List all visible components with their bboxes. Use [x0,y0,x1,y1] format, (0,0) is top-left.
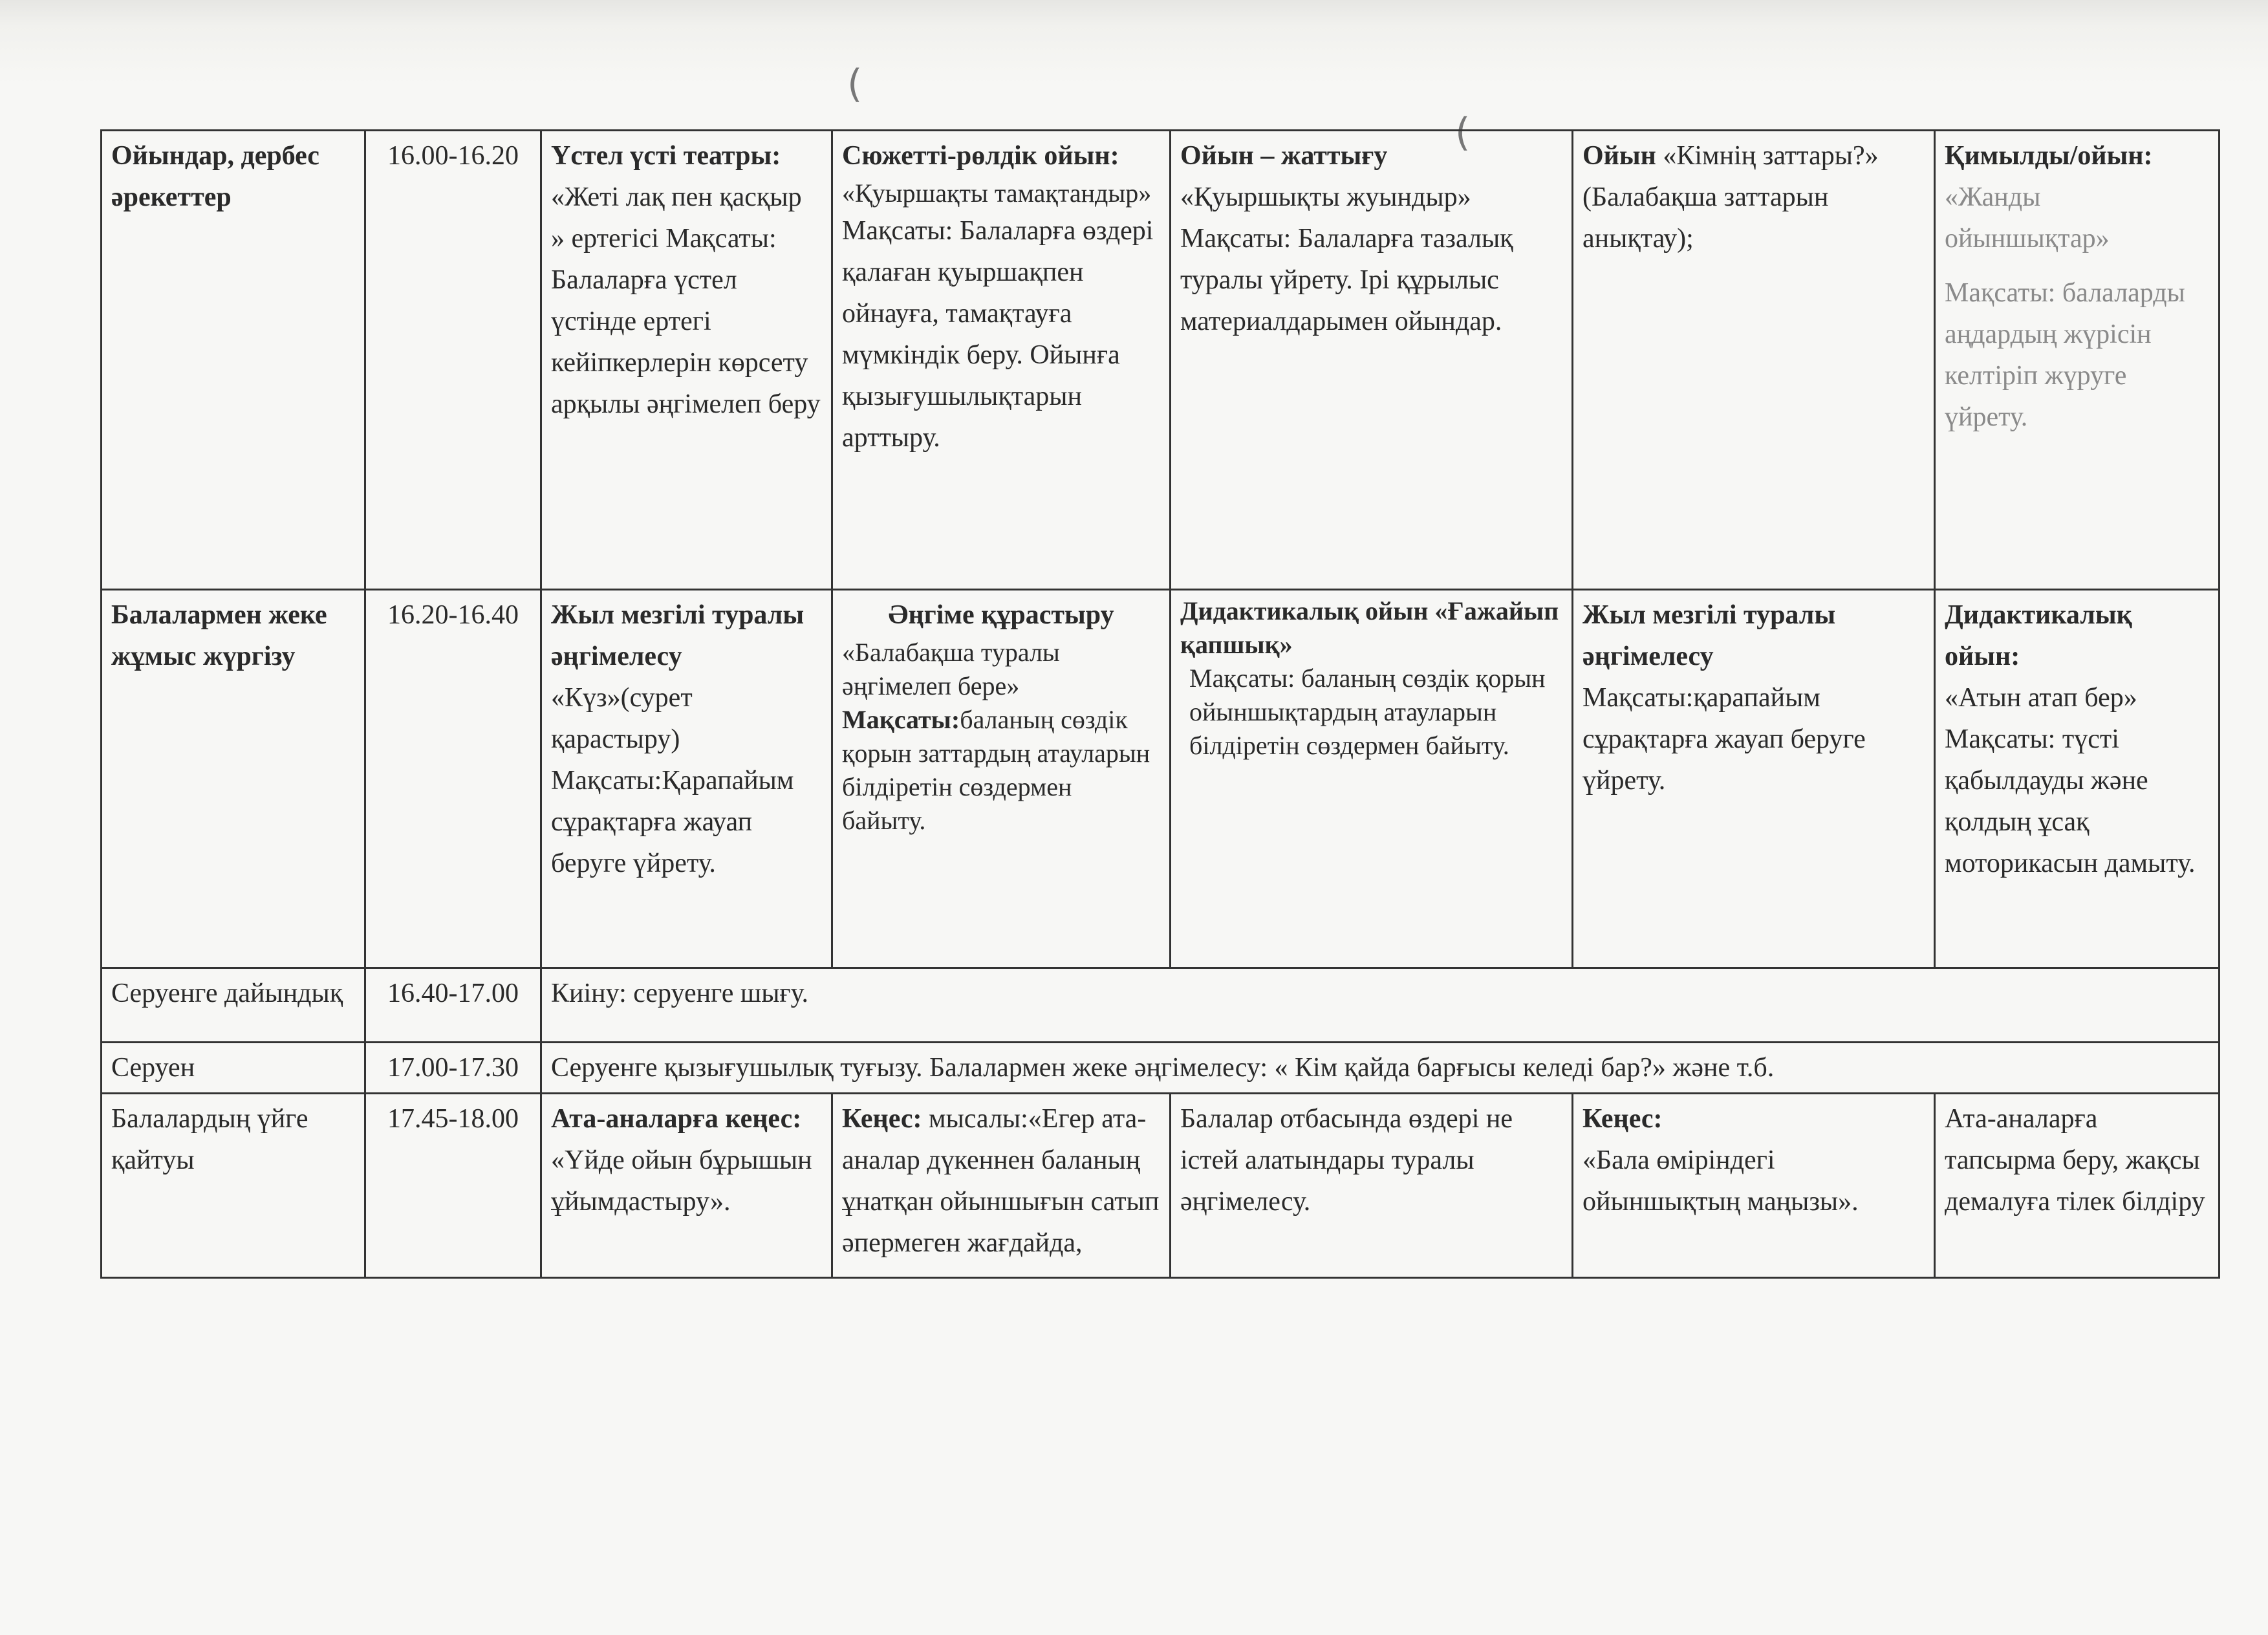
cell [1935,590,2219,968]
cell [1573,1094,1935,1278]
daily-plan-table [100,129,2220,1279]
cell-title: Сюжетті-рөлдік ойын: [842,141,1119,171]
cell [541,131,832,590]
cell [1171,590,1573,968]
row-label: Серуенге дайындық [102,968,365,1043]
table-row [102,1043,2219,1094]
cell [1573,590,1935,968]
cell-subtitle: «Жанды ойыншықтар» [1945,182,2110,254]
cell-text: Мақсаты: балаларды аңдардың жүрісін келтіріп жүруге үйрету. [1945,278,2185,432]
cell-title: Жыл мезгілі туралы әңгімелесу [1582,600,1836,671]
cell [1171,131,1573,590]
time-cell: 16.20-16.40 [365,590,541,968]
cell-title: Жыл мезгілі туралы әңгімелесу [551,600,805,671]
cell [1935,1094,2219,1278]
cell-text: Ата-аналарға тапсырма беру, жақсы демалуға тілек білдіру [1945,1104,2205,1217]
cell-subtitle: «Қуыршақты тамақтандыр» [842,179,1152,208]
cell-text: мысалы:«Егер ата-аналар дүкеннен баланың ұнатқан ойыншығын сатып әпермеген жағдайда, [842,1104,1160,1258]
row-label: Ойындар, дербес әрекеттер [102,131,365,590]
cell [832,1094,1171,1278]
cell-title: Дидактикалық ойын «Ғажайып қапшық» [1180,596,1559,659]
cell [1171,1094,1573,1278]
cell-text: «Қуыршықты жуындыр» Мақсаты: Балаларға тазалық туралы үйрету. Ірі құрылыс материалдарымен ойындар. [1180,182,1513,336]
wide-cell: Серуенге қызығушылық туғызу. Балалармен жеке әңгімелесу: « Кім қайда барғысы келеді бар?» және т.б. [541,1043,2219,1094]
cell-title: Ойын – жаттығу [1180,141,1388,171]
cell-text: «Үйде ойын бұрышын ұйымдастыру». [551,1145,812,1217]
cell [832,131,1171,590]
cell-title: Үстел үсті театры: [551,141,781,171]
row-label: Серуен [102,1043,365,1094]
cell-text: «Бала өміріндегі ойыншықтың маңызы». [1582,1145,1859,1217]
cell-text: «Кімнің заттары?» (Балабақша заттарын анықтау); [1582,141,1879,254]
time-cell: 16.00-16.20 [365,131,541,590]
cell-title: Ата-аналарға кеңес: [551,1104,802,1134]
time-cell: 17.45-18.00 [365,1094,541,1278]
table-row [102,131,2219,590]
cell-text: Балалар отбасында өздері не істей алатындары туралы әңгімелесу. [1180,1104,1513,1217]
table-row [102,968,2219,1043]
table-row [102,590,2219,968]
time-cell: 16.40-17.00 [365,968,541,1043]
row-label: Балалармен жеке жұмыс жүргізу [102,590,365,968]
cell-text: «Күз»(сурет қарастыру) Мақсаты:Қарапайым сұрақтарға жауап беруге үйрету. [551,683,794,878]
cell-label: Мақсаты: [842,705,960,734]
cell-title: Дидактикалық ойын: [1945,600,2132,671]
wide-cell: Киіну: серуенге шығу. [541,968,2219,1043]
cell-title: Кеңес: [842,1104,922,1134]
cell-text: «Жеті лақ пен қасқыр » ертегісі Мақсаты: Балаларға үстел үстінде ертегі кейіпкерлерін көрсету арқылы әңгімелеп беру [551,182,821,419]
cell [541,590,832,968]
cell-text: Мақсаты:қарапайым сұрақтарға жауап беруге үйрету. [1582,683,1866,796]
cell-text: баланың сөздік қорын заттардың атауларын білдіретін сөздермен байыту. [842,705,1150,835]
row-label: Балалардың үйге қайтуы [102,1094,365,1278]
cell-text: Мақсаты: баланың сөздік қорын ойыншықтардың атауларын білдіретін сөздермен байыту. [1189,664,1546,760]
cell [1935,131,2219,590]
cell-title: Қимылды/ойын: [1945,141,2153,171]
scan-mark: ( [1455,110,1471,155]
scan-edge [0,0,2268,84]
cell [541,1094,832,1278]
scan-mark: ( [847,61,863,107]
cell-text: «Атын атап бер» Мақсаты: түсті қабылдауды және қолдың ұсақ моторикасын дамыту. [1945,683,2196,878]
cell-title: Кеңес: [1582,1104,1663,1134]
cell-title: Әңгіме құрастыру [888,600,1114,630]
cell-text: Мақсаты: Балаларға өздері қалаған қуыршақпен ойнауға, тамақтауға мүмкіндік беру. Ойынға қызығушылықтарын арттыру. [842,216,1154,453]
table-row [102,1094,2219,1278]
cell [832,590,1171,968]
cell [1573,131,1935,590]
cell-title: Ойын [1582,141,1656,171]
time-cell: 17.00-17.30 [365,1043,541,1094]
cell-subtitle: «Балабақша туралы әңгімелеп бере» [842,638,1060,700]
